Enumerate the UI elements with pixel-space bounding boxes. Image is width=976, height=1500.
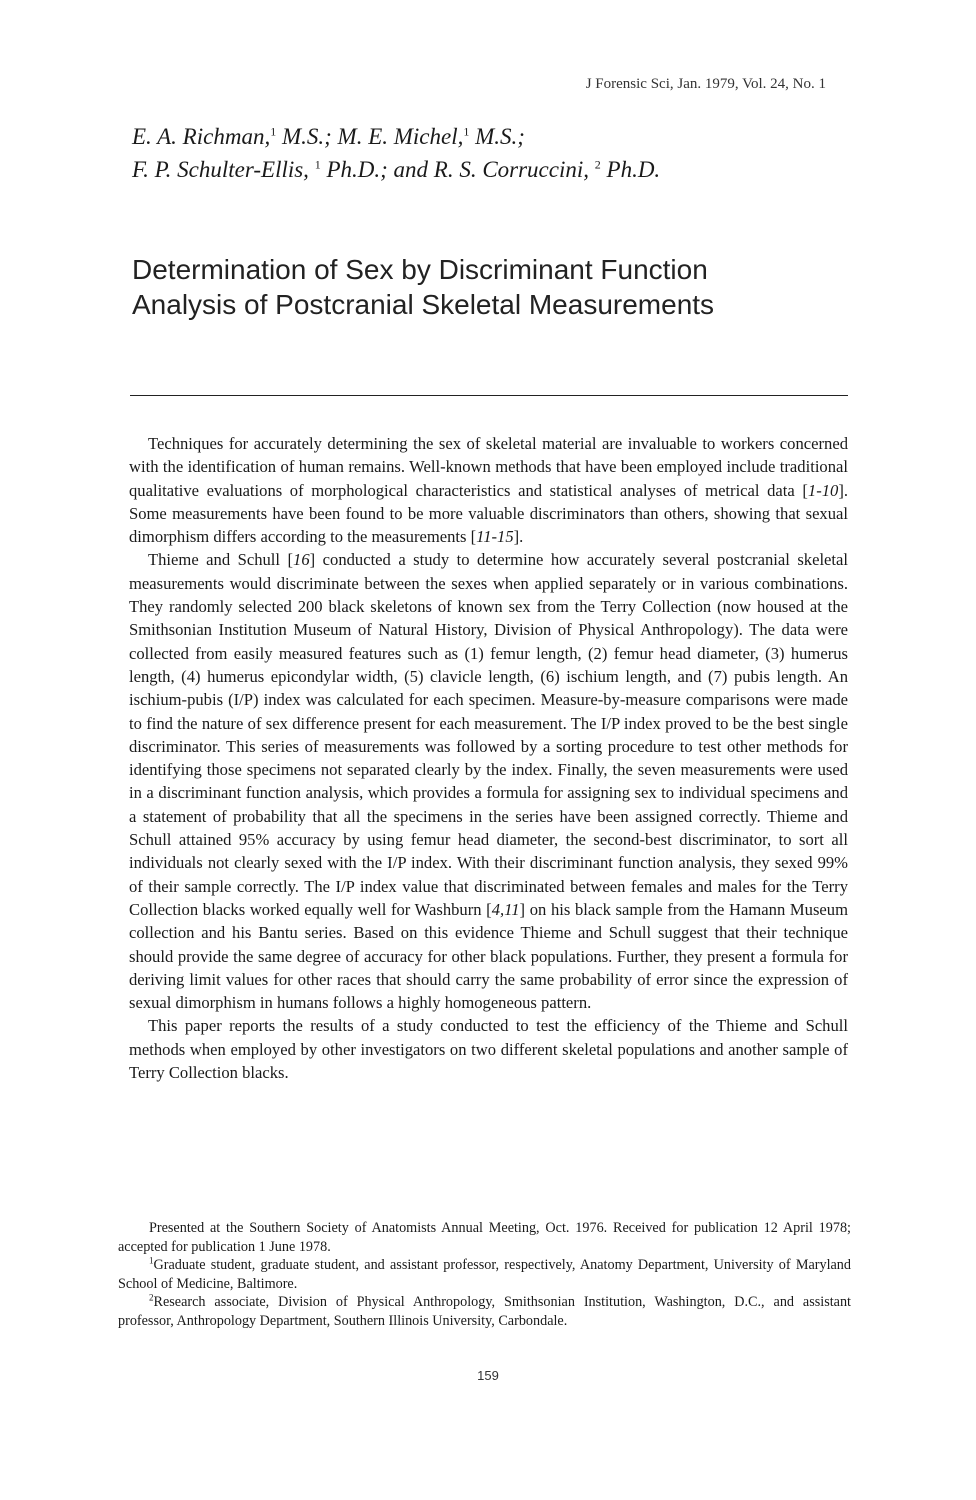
author-degree: M.S.; — [469, 124, 525, 149]
author-name: F. P. Schulter-Ellis, — [132, 157, 309, 182]
body-text: ] conducted a study to determine how accurately several postcranial skeletal measurements would discriminate between the sexes when applied separately or in various combinations. They randomly selected 200 black skeletons of known sex from the Terry Collection (now housed at the Smithsonian Institution Museum of Natural History, Division of Physical Anthropology). The data were collected from easily measured features such as (1) femur length, (2) femur head diameter, (3) humerus length, (4) humerus epicondylar width, (5) clavicle length, (6) ischium length, and (7) pubis length. An ischium-pubis (I/P) index was calculated for each specimen. Measure-by-measure comparisons were made to find the nature of sex difference present for each measurement. The I/P index proved to be the best single discriminator. This series of measurements was followed by a sorting procedure to test other methods for identifying those specimens not separated clearly by the index. Finally, the seven measurements were used in a discriminant function analysis, which provides a formula for assigning sex to individual specimens and a statement of probability that all the specimens in the series have been assigned correctly. Thieme and Schull attained 95% accuracy by using femur head diameter, the second-best discriminator, to sort all individuals not clearly sexed with the I/P index. With their discriminant function analysis, they sexed 99% of their sample correctly. The I/P index value that discriminated between females and males for the Terry Collection blacks worked equally well for Washburn [ — [129, 550, 849, 919]
footnote-text: Graduate student, graduate student, and assistant professor, respectively, Anatomy Department, University of Maryland School of Medicine, Baltimore. — [118, 1257, 851, 1292]
body-text: ]. — [513, 527, 524, 547]
citation: 16 — [293, 550, 310, 570]
author-degree: Ph.D. — [600, 157, 661, 182]
title-line-2: Analysis of Postcranial Skeletal Measurements — [132, 289, 715, 320]
author-degree: M.S.; — [276, 124, 332, 149]
author-line-2 — [132, 153, 852, 186]
author-name: R. S. Corruccini, — [428, 157, 590, 182]
citation: 1-10 — [807, 480, 839, 500]
affiliation-marker: 1 — [314, 157, 321, 172]
body-paragraph-2 — [129, 548, 848, 1014]
title-line-1: Determination of Sex by Discriminant Function — [132, 254, 708, 285]
author-name: E. A. Richman, — [132, 124, 271, 149]
footnote-marker: 1 — [149, 1255, 154, 1266]
footnote-text: Research associate, Division of Physical Anthropology, Smithsonian Institution, Washington, D.C., and assistant professor, Anthropology Department, Southern Illinois University, Carbondale. — [118, 1294, 851, 1329]
affiliation-marker: 1 — [270, 124, 277, 139]
page-number: 159 — [477, 1368, 499, 1383]
affiliation-marker: 1 — [463, 124, 470, 139]
article-body — [129, 432, 848, 1084]
affiliation-marker: 2 — [594, 157, 601, 172]
footnote-received: Presented at the Southern Society of Anatomists Annual Meeting, Oct. 1976. Received for publication 12 April 1978; accepted for publication 1 June 1978. — [118, 1220, 851, 1255]
article-title — [132, 252, 872, 322]
body-paragraph-3: This paper reports the results of a study conducted to test the efficiency of the Thieme and Schull methods when employed by other investigators on two different skeletal populations and another sample of Terry Collection blacks. — [129, 1016, 848, 1083]
citation: 4,11 — [491, 899, 520, 919]
author-list — [132, 120, 852, 186]
journal-reference: J Forensic Sci, Jan. 1979, Vol. 24, No. 1 — [585, 76, 826, 92]
footnote-2 — [118, 1293, 851, 1330]
author-name: M. E. Michel, — [331, 124, 464, 149]
body-text: Thieme and Schull [ — [148, 550, 294, 570]
footnotes — [118, 1219, 851, 1330]
author-line-1 — [132, 120, 852, 153]
body-text: ]. Some measurements have been found to be more valuable discriminators than others, showing that sexual dimorphism differs according to the measurements [ — [129, 480, 848, 547]
body-text: Techniques for accurately determining the sex of skeletal material are invaluable to workers concerned with the identification of human remains. Well-known methods that have been employed include traditional qualitative evaluations of morphological characteristics and statistical analyses of metrical data [ — [129, 434, 848, 500]
footnote-1 — [118, 1256, 851, 1293]
body-text: ] on his black sample from the Hamann Museum collection and his Bantu series. Based on this evidence Thieme and Schull suggest that their technique should provide the same degree of accuracy for other black populations. Further, they present a formula for deriving limit values for other races that should carry the same probability of error since the expression of sexual dimorphism in humans follows a highly homogeneous pattern. — [129, 899, 848, 1013]
citation: 11-15 — [476, 527, 514, 547]
title-divider — [130, 395, 848, 396]
body-paragraph-1 — [129, 432, 848, 548]
footnote-marker: 2 — [149, 1292, 154, 1303]
author-degree: Ph.D.; and — [320, 157, 429, 182]
